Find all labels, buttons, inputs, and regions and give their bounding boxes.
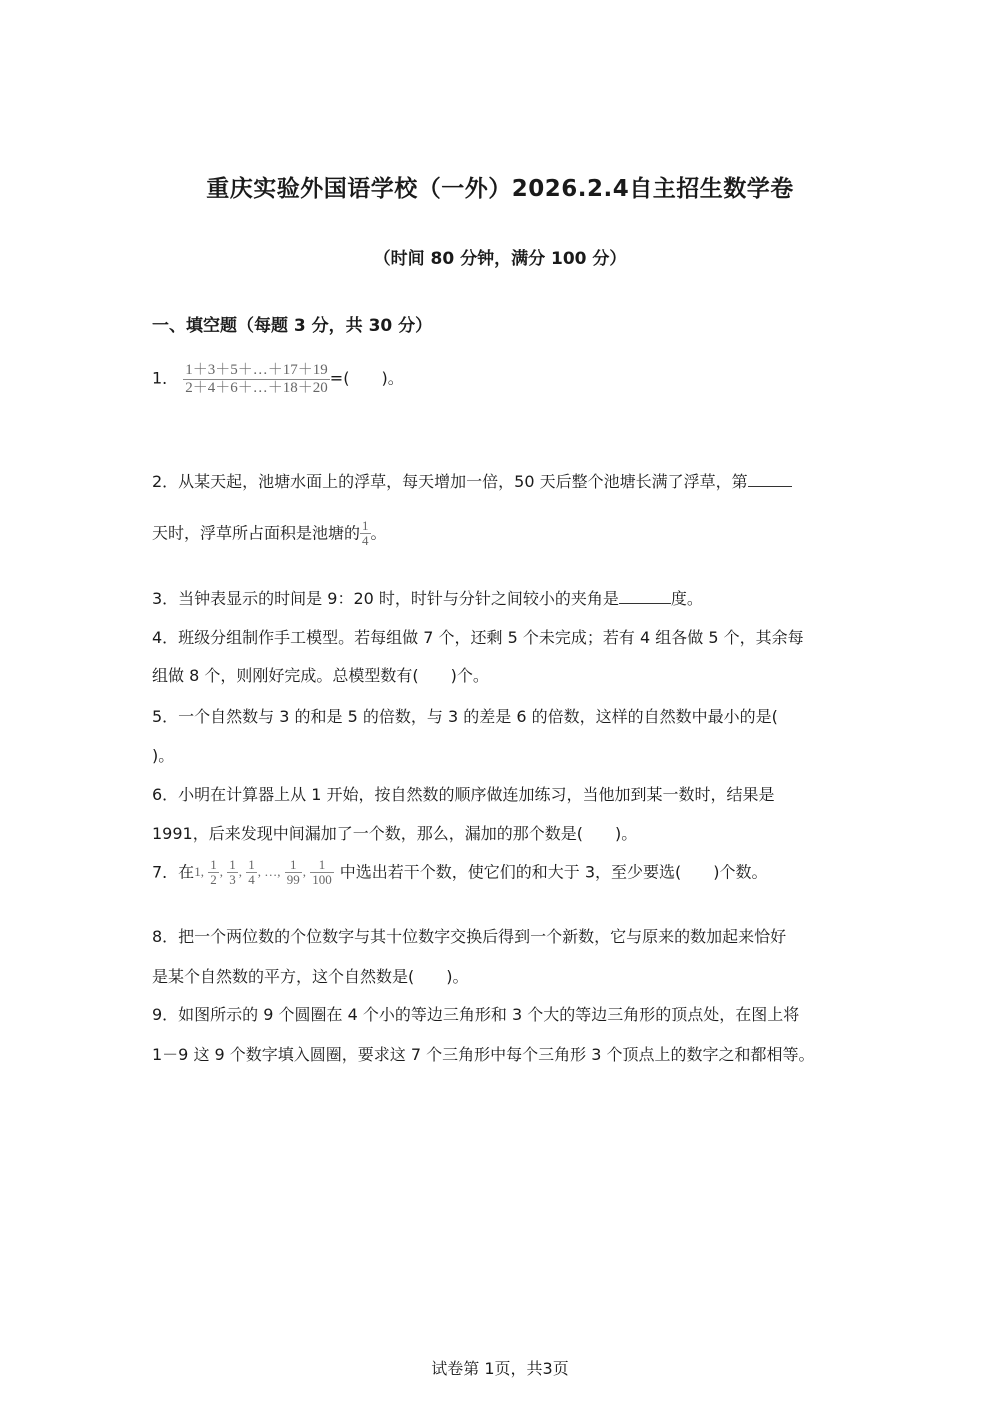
q2-text-3: 。 bbox=[370, 523, 387, 543]
q7-frac-1-top: 1 bbox=[210, 857, 217, 872]
q1-numerator: 1＋3＋5＋…＋17＋19 bbox=[185, 362, 328, 378]
q7-frac-1-bot: 2 bbox=[210, 872, 217, 888]
q7-frac-3-bot: 4 bbox=[248, 872, 255, 888]
q7-frac-2 bbox=[227, 858, 238, 888]
question-9-line1: 9．如图所示的 9 个圆圈在 4 个小的等边三角形和 3 个大的等边三角形的顶点处，在图上将 bbox=[152, 1005, 800, 1024]
q7-seq-first: 1 bbox=[194, 863, 201, 879]
q7-frac-3 bbox=[246, 858, 257, 888]
q3-answer-blank[interactable] bbox=[619, 589, 671, 604]
q7-sequence: 1, $\frac{1}{2}$ , $\frac{1}{3}$ , $\frac{1}{4}$ , …, $\frac{1}{99}$ , $\frac{1}{100}$ bbox=[194, 857, 332, 888]
section-heading: 一、填空题（每题 3 分，共 30 分） bbox=[152, 316, 433, 336]
exam-subtitle: （时间 80 分钟，满分 100 分） bbox=[373, 249, 627, 269]
question-1 bbox=[152, 362, 404, 396]
q7-frac-5 bbox=[310, 858, 334, 888]
question-3 bbox=[152, 586, 703, 609]
q3-text-1: 3．当钟表显示的时间是 9：20 时，时针与分针之间较小的夹角是 bbox=[152, 589, 619, 608]
question-6-line2: 1991，后来发现中间漏加了一个数，那么，漏加的那个数是( )。 bbox=[152, 824, 638, 843]
q3-text-2: 度。 bbox=[670, 589, 703, 608]
q2-text-1: 2．从某天起，池塘水面上的浮草，每天增加一倍，50 天后整个池塘长满了浮草，第 bbox=[152, 472, 748, 491]
question-2-line1 bbox=[152, 469, 792, 492]
q7-frac-4-bot: 99 bbox=[286, 872, 300, 888]
q7-suffix: 中选出若干个数，使它们的和大于 3，至少要选( )个数。 bbox=[339, 862, 768, 882]
q2-frac-bot: 4 bbox=[362, 533, 369, 549]
q7-frac-2-bot: 3 bbox=[229, 872, 236, 888]
q7-frac-5-top: 1 bbox=[310, 858, 334, 873]
question-7 bbox=[152, 858, 768, 888]
q7-frac-4-top: 1 bbox=[285, 858, 302, 873]
q2-frac-top: 1 bbox=[362, 518, 369, 533]
q2-fraction bbox=[360, 519, 371, 549]
q7-prefix: 7．在 bbox=[152, 862, 195, 882]
q1-denominator: 2＋4＋6＋…＋18＋20 bbox=[185, 379, 328, 396]
q7-frac-2-top: 1 bbox=[229, 857, 236, 872]
q7-ellipsis: … bbox=[264, 863, 278, 879]
question-4-line1: 4．班级分组制作手工模型。若每组做 7 个，还剩 5 个未完成；若有 4 组各做 5 个，其余每 bbox=[152, 628, 804, 647]
q2-text-2: 天时，浮草所占面积是池塘的 bbox=[152, 523, 361, 543]
question-8-line1: 8．把一个两位数的个位数字与其十位数字交换后得到一个新数，它与原来的数加起来恰好 bbox=[152, 927, 787, 946]
q1-fraction bbox=[183, 362, 330, 396]
question-2-line2 bbox=[152, 519, 387, 549]
q1-prefix: 1． bbox=[152, 368, 179, 388]
question-8-line2: 是某个自然数的平方，这个自然数是( )。 bbox=[152, 967, 469, 986]
question-5-line2: )。 bbox=[152, 746, 175, 765]
q7-frac-3-top: 1 bbox=[248, 857, 255, 872]
q7-frac-5-bot: 100 bbox=[312, 872, 332, 888]
question-9-line2: 1－9 这 9 个数字填入圆圈，要求这 7 个三角形中每个三角形 3 个顶点上的数字之和都相等。 bbox=[152, 1045, 815, 1064]
q1-suffix: =( )。 bbox=[329, 368, 404, 388]
q7-frac-1 bbox=[208, 858, 219, 888]
question-4-line2: 组做 8 个，则刚好完成。总模型数有( )个。 bbox=[152, 666, 489, 685]
q2-answer-blank[interactable] bbox=[748, 472, 792, 487]
q7-frac-4 bbox=[285, 858, 302, 888]
exam-title: 重庆实验外国语学校（一外）2026.2.4自主招生数学卷 bbox=[206, 176, 794, 202]
question-5-line1: 5．一个自然数与 3 的和是 5 的倍数，与 3 的差是 6 的倍数，这样的自然数中最小的是( bbox=[152, 707, 778, 726]
page-footer: 试卷第 1页，共3页 bbox=[431, 1359, 569, 1378]
question-6-line1: 6．小明在计算器上从 1 开始，按自然数的顺序做连加练习，当他加到某一数时，结果是 bbox=[152, 785, 775, 804]
